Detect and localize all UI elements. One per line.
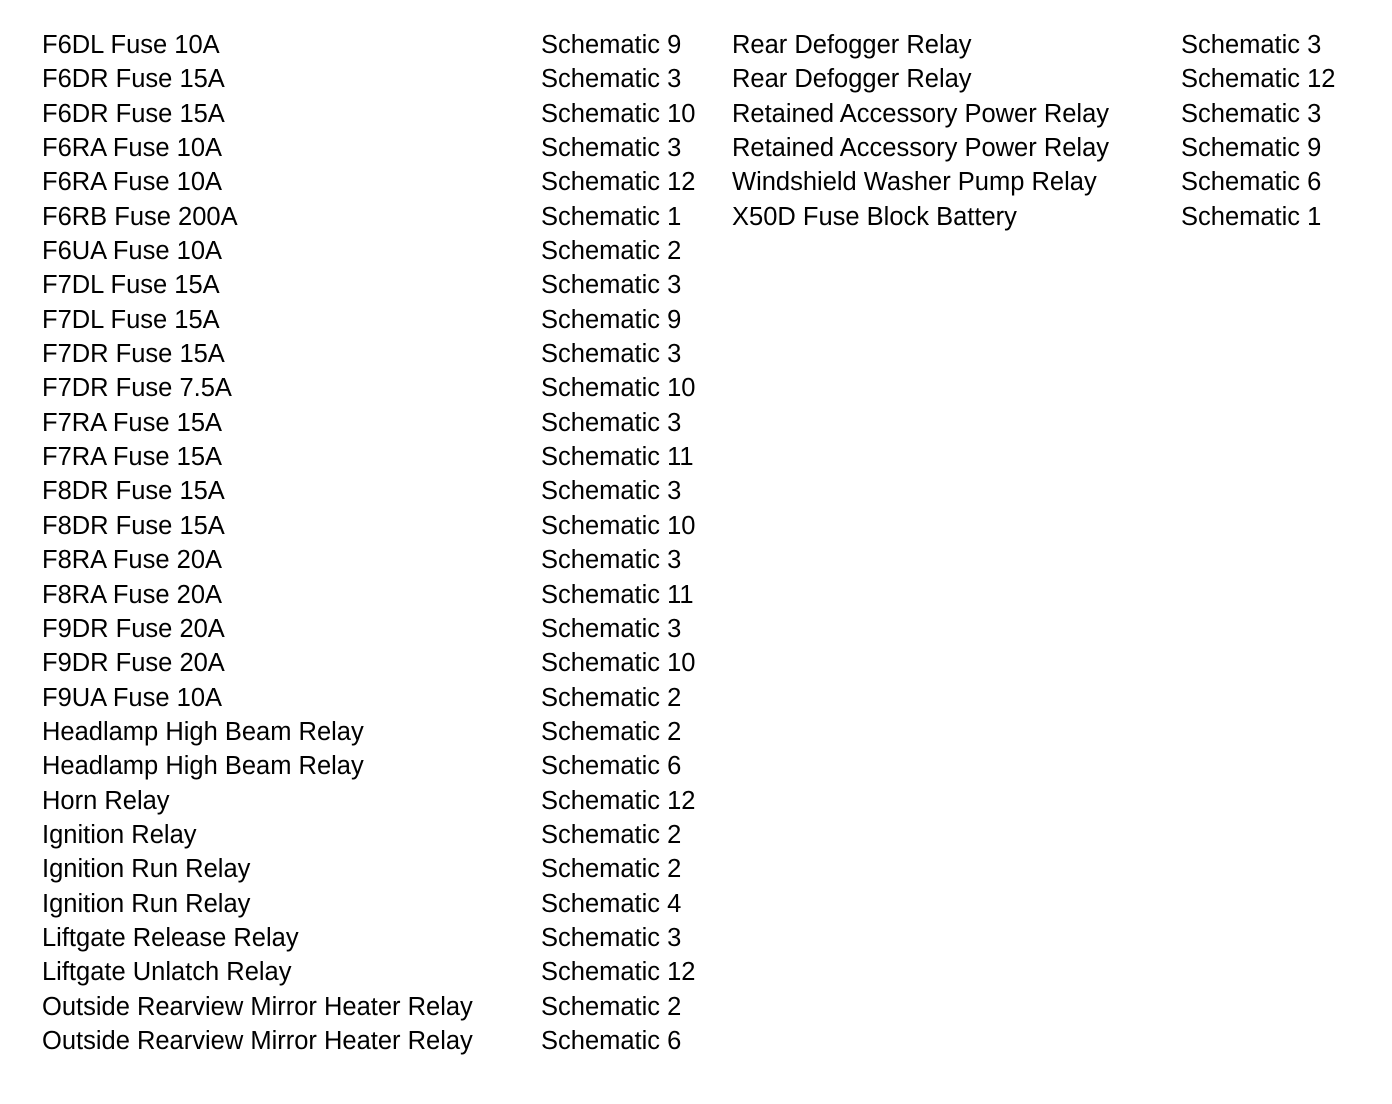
schematic-reference: Schematic 2 [541, 820, 682, 849]
component-name: Outside Rearview Mirror Heater Relay [42, 992, 473, 1021]
schematic-reference: Schematic 3 [541, 477, 682, 506]
component-name: Liftgate Release Relay [42, 923, 299, 952]
schematic-reference: Schematic 2 [541, 717, 682, 746]
component-name: Outside Rearview Mirror Heater Relay [42, 1026, 473, 1055]
component-name: Ignition Run Relay [42, 889, 251, 918]
schematic-reference: Schematic 4 [541, 889, 682, 918]
schematic-reference: Schematic 12 [541, 786, 696, 815]
component-name: F7DL Fuse 15A [42, 271, 220, 300]
schematic-reference: Schematic 2 [541, 992, 682, 1021]
schematic-reference: Schematic 3 [541, 271, 682, 300]
schematic-reference: Schematic 10 [541, 99, 696, 128]
schematic-reference: Schematic 3 [1181, 31, 1322, 59]
component-name: F6DR Fuse 15A [42, 99, 225, 128]
schematic-reference: Schematic 3 [541, 65, 682, 94]
schematic-reference: Schematic 9 [541, 31, 682, 59]
component-name: F7DL Fuse 15A [42, 305, 220, 334]
component-name: F7RA Fuse 15A [42, 408, 223, 437]
schematic-reference: Schematic 6 [541, 752, 682, 781]
component-name: F7DR Fuse 7.5A [42, 374, 232, 403]
schematic-reference: Schematic 9 [1181, 134, 1322, 163]
schematic-reference: Schematic 6 [1181, 168, 1322, 197]
component-name: F6UA Fuse 10A [42, 237, 223, 266]
schematic-reference: Schematic 10 [541, 374, 696, 403]
component-name: X50D Fuse Block Battery [732, 202, 1017, 231]
schematic-reference: Schematic 9 [541, 305, 682, 334]
schematic-reference: Schematic 12 [1181, 65, 1336, 94]
component-name: Headlamp High Beam Relay [42, 717, 364, 746]
schematic-reference: Schematic 3 [541, 546, 682, 575]
schematic-reference: Schematic 2 [541, 683, 682, 712]
component-name: Liftgate Unlatch Relay [42, 958, 292, 987]
component-name: F6RA Fuse 10A [42, 134, 223, 163]
schematic-reference: Schematic 2 [541, 855, 682, 884]
component-name: F8RA Fuse 20A [42, 546, 223, 575]
schematic-reference: Schematic 10 [541, 649, 696, 678]
component-name: Retained Accessory Power Relay [732, 99, 1110, 128]
component-name: F8DR Fuse 15A [42, 511, 225, 540]
component-name: Horn Relay [42, 786, 170, 815]
schematic-reference: Schematic 3 [541, 408, 682, 437]
component-name: F7DR Fuse 15A [42, 340, 225, 369]
schematic-reference: Schematic 10 [541, 511, 696, 540]
schematic-reference: Schematic 2 [541, 237, 682, 266]
schematic-reference: Schematic 12 [541, 958, 696, 987]
schematic-reference: Schematic 11 [541, 580, 694, 609]
component-name: Headlamp High Beam Relay [42, 752, 364, 781]
schematic-reference: Schematic 3 [541, 134, 682, 163]
schematic-reference: Schematic 1 [541, 202, 682, 231]
component-name: Rear Defogger Relay [732, 65, 972, 94]
schematic-reference: Schematic 3 [541, 923, 682, 952]
component-name: F9DR Fuse 20A [42, 649, 225, 678]
schematic-reference: Schematic 6 [541, 1026, 682, 1055]
component-name: F9UA Fuse 10A [42, 683, 223, 712]
schematic-reference: Schematic 11 [541, 443, 694, 472]
component-name: F9DR Fuse 20A [42, 614, 225, 643]
schematic-reference: Schematic 3 [1181, 99, 1322, 128]
schematic-reference: Schematic 1 [1181, 202, 1322, 231]
component-name: Windshield Washer Pump Relay [732, 168, 1097, 197]
component-name: F6DL Fuse 10A [42, 31, 220, 59]
component-name: F6RA Fuse 10A [42, 168, 223, 197]
component-name: F8RA Fuse 20A [42, 580, 223, 609]
component-name: Ignition Relay [42, 820, 197, 849]
schematic-reference: Schematic 3 [541, 340, 682, 369]
component-name: Rear Defogger Relay [732, 31, 972, 59]
schematic-reference: Schematic 12 [541, 168, 696, 197]
component-name: F6DR Fuse 15A [42, 65, 225, 94]
component-name: Retained Accessory Power Relay [732, 134, 1110, 163]
component-name: F6RB Fuse 200A [42, 202, 238, 231]
schematic-reference: Schematic 3 [541, 614, 682, 643]
component-name: F8DR Fuse 15A [42, 477, 225, 506]
component-name: F7RA Fuse 15A [42, 443, 223, 472]
component-name: Ignition Run Relay [42, 855, 251, 884]
